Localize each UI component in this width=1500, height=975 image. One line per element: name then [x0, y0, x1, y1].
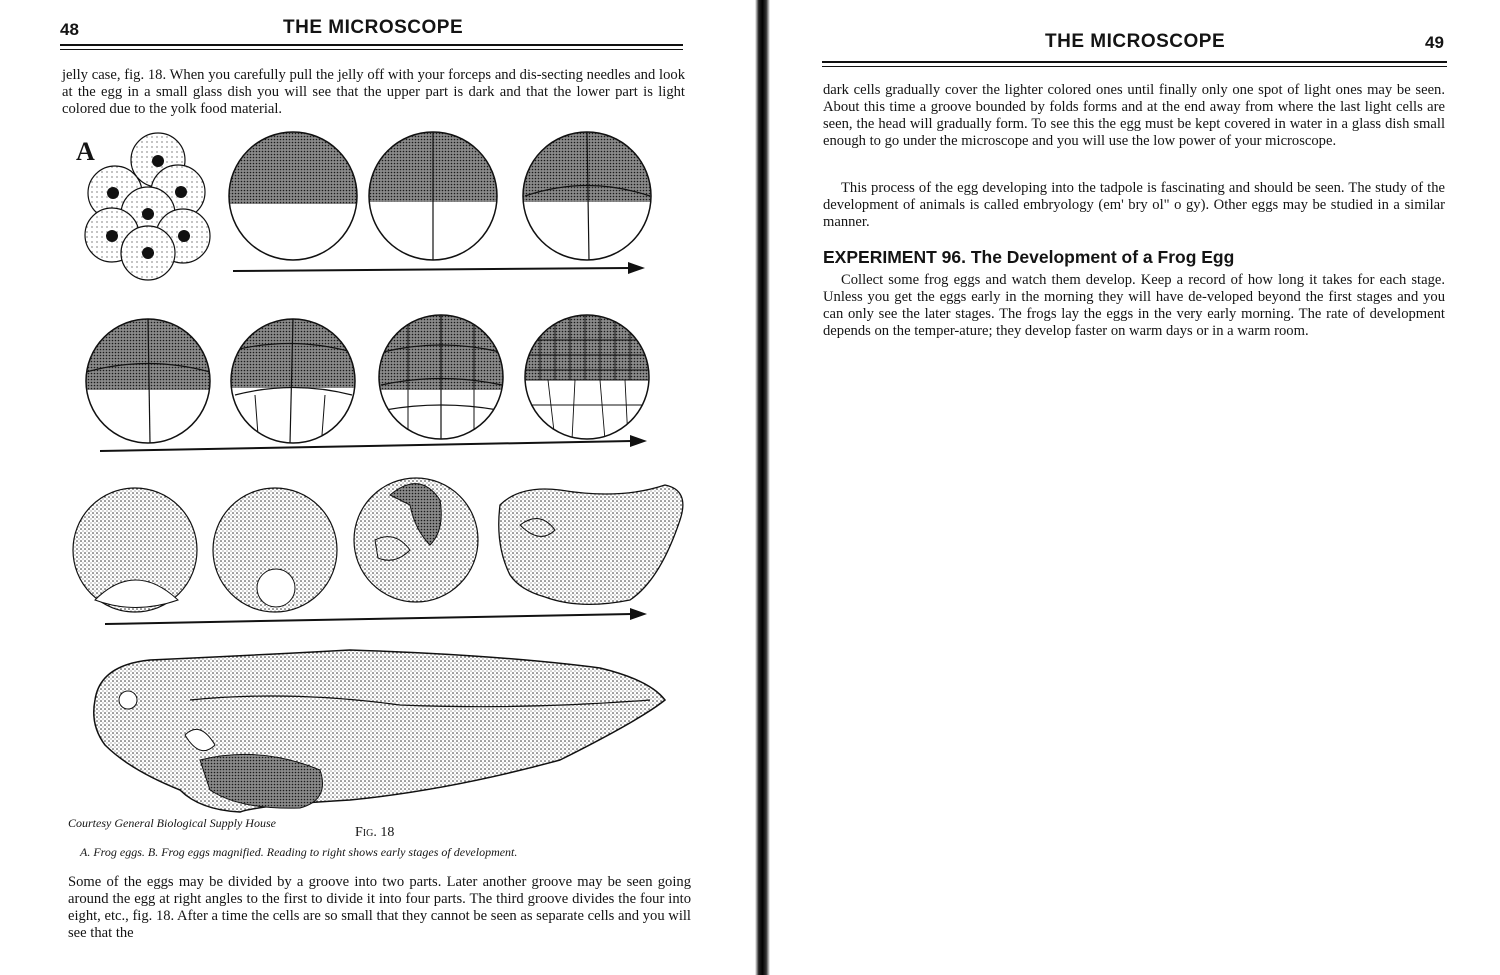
- page-gutter: [755, 0, 770, 975]
- egg-stage-5: [225, 310, 365, 443]
- egg-stage-8: [73, 488, 197, 612]
- left-page-number: 48: [60, 20, 79, 39]
- right-header-rule: [822, 61, 1447, 63]
- stage-arrow-row-2: [100, 441, 632, 451]
- egg-stage-7: [520, 310, 660, 440]
- tadpole-drawing: [94, 650, 665, 812]
- right-paragraph-1: dark cells gradually cover the lighter colored ones until finally only one spot of light ones may be seen. About this time a groove bounded by folds forms and at the end away from where the last light cells are seen, the head will gradually form. To see this the egg must be kept covered in water in a glass dish small enough to go under the microscope and you will use the low power of your microscope.: [823, 82, 1445, 149]
- egg-stage-2: [360, 120, 510, 260]
- stage-arrow-row-1: [233, 268, 630, 271]
- egg-stage-1: [220, 120, 370, 260]
- right-running-head: THE MICROSCOPE: [1045, 31, 1226, 52]
- egg-stage-4: [80, 310, 220, 443]
- right-paragraph-3: Collect some frog eggs and watch them develop. Keep a record of how long it takes for each stage. Unless you get the eggs early in the morning they will have de-veloped beyond the first stages and you can only see the later stages. The frogs lay the eggs in the very early morning. The rate of development depends on the temper-ature; they develop faster on warm days or in a warm room.: [823, 272, 1445, 339]
- left-top-paragraph: jelly case, fig. 18. When you carefully pull the jelly off with your forceps and dis-secting needles and look at the egg in a small glass dish you will see that the upper part is dark and that the lower part is light colored due to the yolk food material.: [62, 67, 685, 117]
- right-page-number: 49: [1425, 33, 1444, 52]
- figure-caption: A. Frog eggs. B. Frog eggs magnified. Reading to right shows early stages of development.: [80, 845, 518, 859]
- figure-panel-label: A: [76, 137, 95, 166]
- tadpole-early-stage: [499, 485, 683, 604]
- egg-stage-6: [375, 310, 515, 439]
- egg-stage-9: [213, 488, 337, 612]
- left-running-head: THE MICROSCOPE: [283, 17, 464, 38]
- egg-stage-10: [354, 478, 478, 602]
- left-bottom-paragraph: Some of the eggs may be divided by a groove into two parts. Later another groove may be seen going around the egg at right angles to the first to divide it into four parts. The third groove divides the four into eight, etc., fig. 18. After a time the cells are so small that they cannot be seen as separate cells and you will see that the: [68, 874, 691, 941]
- right-header-rule-thin: [822, 66, 1447, 67]
- egg-cluster-drawing: [85, 133, 210, 280]
- experiment-heading: EXPERIMENT 96. The Development of a Frog Egg: [823, 247, 1235, 267]
- right-page: [770, 0, 1500, 975]
- egg-stage-3: [515, 120, 665, 260]
- figure-credit: Courtesy General Biological Supply House: [68, 816, 276, 830]
- right-paragraph-2: This process of the egg developing into the tadpole is fascinating and should be seen. The study of the development of animals is called embryology (em' bry ol" o gy). Other eggs may be studied in a similar manner.: [823, 180, 1445, 230]
- stage-arrow-row-3: [105, 614, 632, 624]
- figure-label: Fig. 18: [355, 825, 395, 840]
